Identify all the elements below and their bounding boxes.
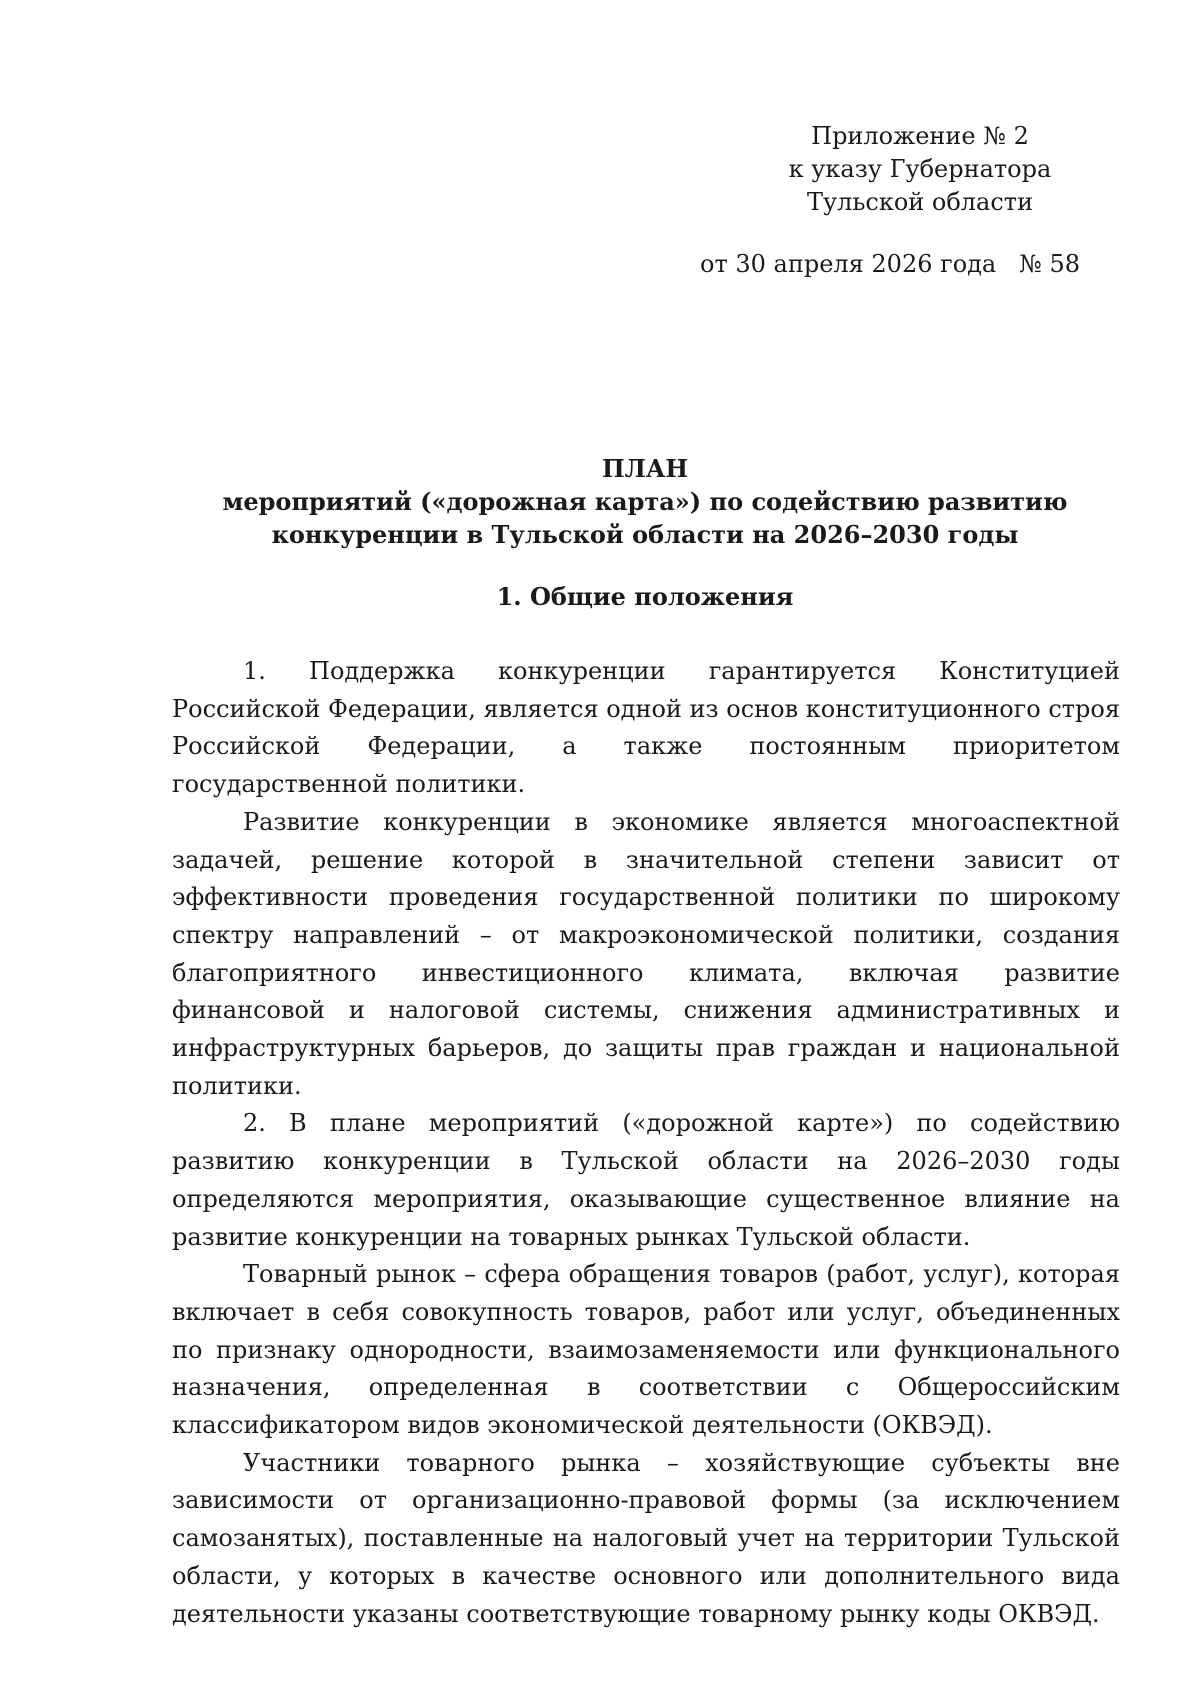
paragraph: 1. Поддержка конкуренции гарантируется Конституцией Российской Федерации, является одной из основ конституционного строя Российской Федерации, а также постоянным приоритетом государственной политики. <box>172 657 1120 799</box>
decree-number: № 58 <box>1019 250 1081 278</box>
appendix-number: Приложение № 2 <box>811 122 1029 150</box>
document-subtitle-line-1: мероприятий («дорожная карта») по содействию развитию <box>222 487 1068 516</box>
document-subtitle-line-2: конкуренции в Тульской области на 2026–2030 годы <box>271 520 1019 549</box>
appendix-decree-reference: к указу Губернатора <box>788 155 1052 183</box>
document-body <box>172 653 1120 1633</box>
appendix-region: Тульской области <box>806 188 1034 216</box>
paragraph: Участники товарного рынка – хозяйствующие субъекты вне зависимости от организационно-правовой формы (за исключением самозанятых), поставленные на налоговый учет на территории Тульской области, у которых в качестве основного или дополнительного вида деятельности указаны соответствующие товарному рынку коды ОКВЭД. <box>172 1448 1120 1628</box>
document-heading <box>120 452 1170 551</box>
decree-date-number <box>700 248 1100 281</box>
appendix-block <box>760 120 1080 219</box>
document-title: ПЛАН <box>601 454 689 483</box>
section-title: 1. Общие положения <box>496 582 794 611</box>
paragraph: Товарный рынок – сфера обращения товаров (работ, услуг), которая включает в себя совокупность товаров, работ или услуг, объединенных по признаку однородности, взаимозаменяемости или функционального назначения, определенная в соответствии с Общероссийским классификатором видов экономической деятельности (ОКВЭД). <box>172 1260 1120 1440</box>
decree-date: от 30 апреля 2026 года <box>700 250 997 278</box>
paragraph: 2. В плане мероприятий («дорожной карте») по содействию развитию конкуренции в Тульской области на 2026–2030 годы определяются мероприятия, оказывающие существенное влияние на развитие конкуренции на товарных рынках Тульской области. <box>172 1109 1120 1251</box>
paragraph: Развитие конкуренции в экономике является многоаспектной задачей, решение которой в значительной степени зависит от эффективности проведения государственной политики по широкому спектру направлений – от макроэкономической политики, создания благоприятного инвестиционного климата, включая развитие финансовой и налоговой системы, снижения административных и инфраструктурных барьеров, до защиты прав граждан и национальной политики. <box>172 807 1120 1100</box>
